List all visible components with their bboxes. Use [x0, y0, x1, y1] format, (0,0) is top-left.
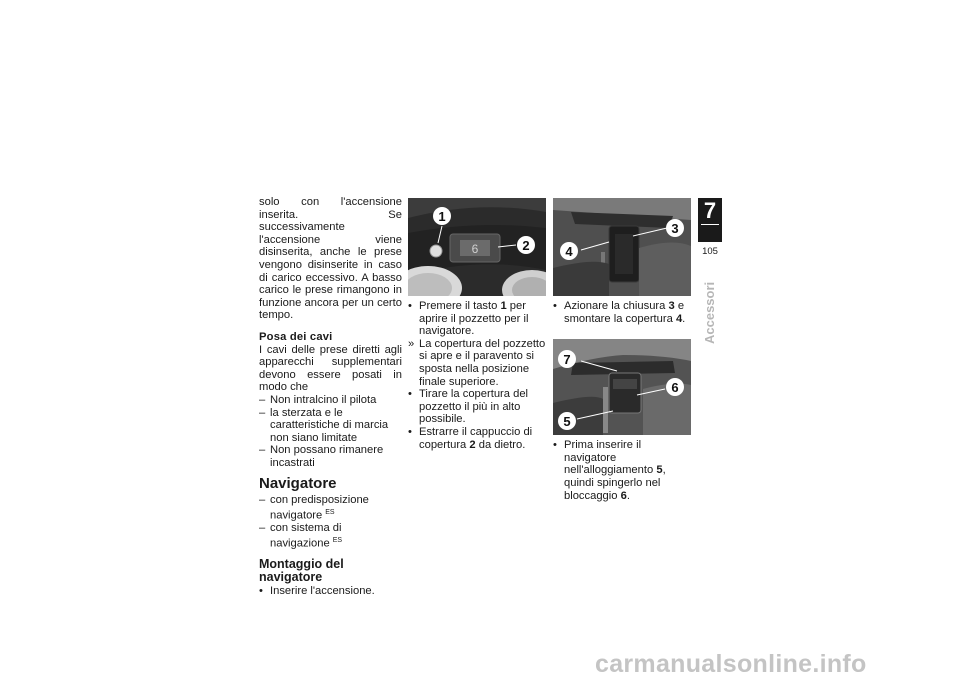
navigator-cover-photo — [553, 198, 691, 296]
text-column-1 — [259, 196, 402, 598]
tab-divider — [701, 224, 719, 225]
cables-heading: Posa dei cavi — [259, 330, 333, 343]
intro-paragraph: solo con l'accensione inserita. Se successivamente l'accensione viene disinserita, anche le prese vengono disinserite in caso di carico eccessivo. A basso carico le prese rimangono in funzione ancora per un certo tempo. — [259, 196, 402, 322]
cables-paragraph: I cavi delle prese diretti agli apparecchi supplementari devono essere posati in modo che — [259, 343, 402, 394]
list-item: » La copertura del pozzetto si apre e il paravento si sposta nella posizione finale superiore. — [408, 337, 546, 388]
list-item: – Non intralcino il pilota — [259, 393, 377, 406]
step-list-1 — [553, 300, 691, 325]
page-number: 105 — [702, 246, 718, 257]
callout-label: 2 — [522, 238, 530, 253]
list-item: • Tirare la copertura del pozzetto il più in alto possibile. — [408, 388, 529, 426]
chapter-tab — [698, 198, 722, 257]
section-label-container — [696, 274, 724, 344]
dashboard-photo — [408, 198, 546, 296]
mount-list — [259, 585, 402, 598]
cables-list — [259, 394, 402, 470]
steps-list — [408, 300, 546, 451]
text-column-2 — [408, 198, 546, 451]
dash-digit: 6 — [471, 242, 479, 256]
mount-heading: Montaggio del navigatore — [259, 556, 344, 584]
navigator-heading: Navigatore — [259, 475, 337, 493]
list-item: • Premere il tasto 1 per aprire il pozzetto per il navigatore. — [408, 300, 529, 338]
es-superscript: ES — [325, 508, 335, 516]
list-item: • Azionare la chiusura 3 e smontare la copertura 4. — [553, 300, 686, 325]
callout-label: 3 — [671, 221, 679, 236]
text-column-3 — [553, 198, 691, 502]
es-superscript: ES — [332, 536, 343, 544]
list-item: – con predisposizione navigatore $^{ES}$ — [259, 494, 369, 522]
watermark: carmanualsonline.info — [595, 650, 867, 678]
list-item: • Inserire l'accensione. — [259, 585, 375, 598]
callout-label: 6 — [671, 380, 679, 396]
chapter-number: 7 — [703, 198, 717, 223]
list-item: – la sterzata e le caratteristiche di marcia non siano limitate — [259, 406, 389, 444]
list-item: • Estrarre il cappuccio di copertura 2 da dietro. — [408, 425, 533, 451]
callout-label: 4 — [565, 244, 573, 259]
list-item: – Non possano rimanere incastrati — [259, 444, 384, 469]
section-label: Accessori — [702, 281, 717, 344]
list-item: – con sistema di navigazione $^{ES}$ — [259, 521, 343, 550]
navigator-list — [259, 494, 402, 550]
navigator-mount-photo — [553, 339, 691, 435]
button-1 — [430, 245, 442, 257]
step-list-2 — [553, 439, 691, 502]
callout-label: 1 — [438, 209, 446, 224]
callout-label: 7 — [563, 352, 571, 368]
callout-label: 5 — [563, 414, 571, 430]
list-item: • Prima inserire il navigatore nell'alloggiamento 5, quindi spingerlo nel bloccaggio 6. — [553, 439, 666, 502]
